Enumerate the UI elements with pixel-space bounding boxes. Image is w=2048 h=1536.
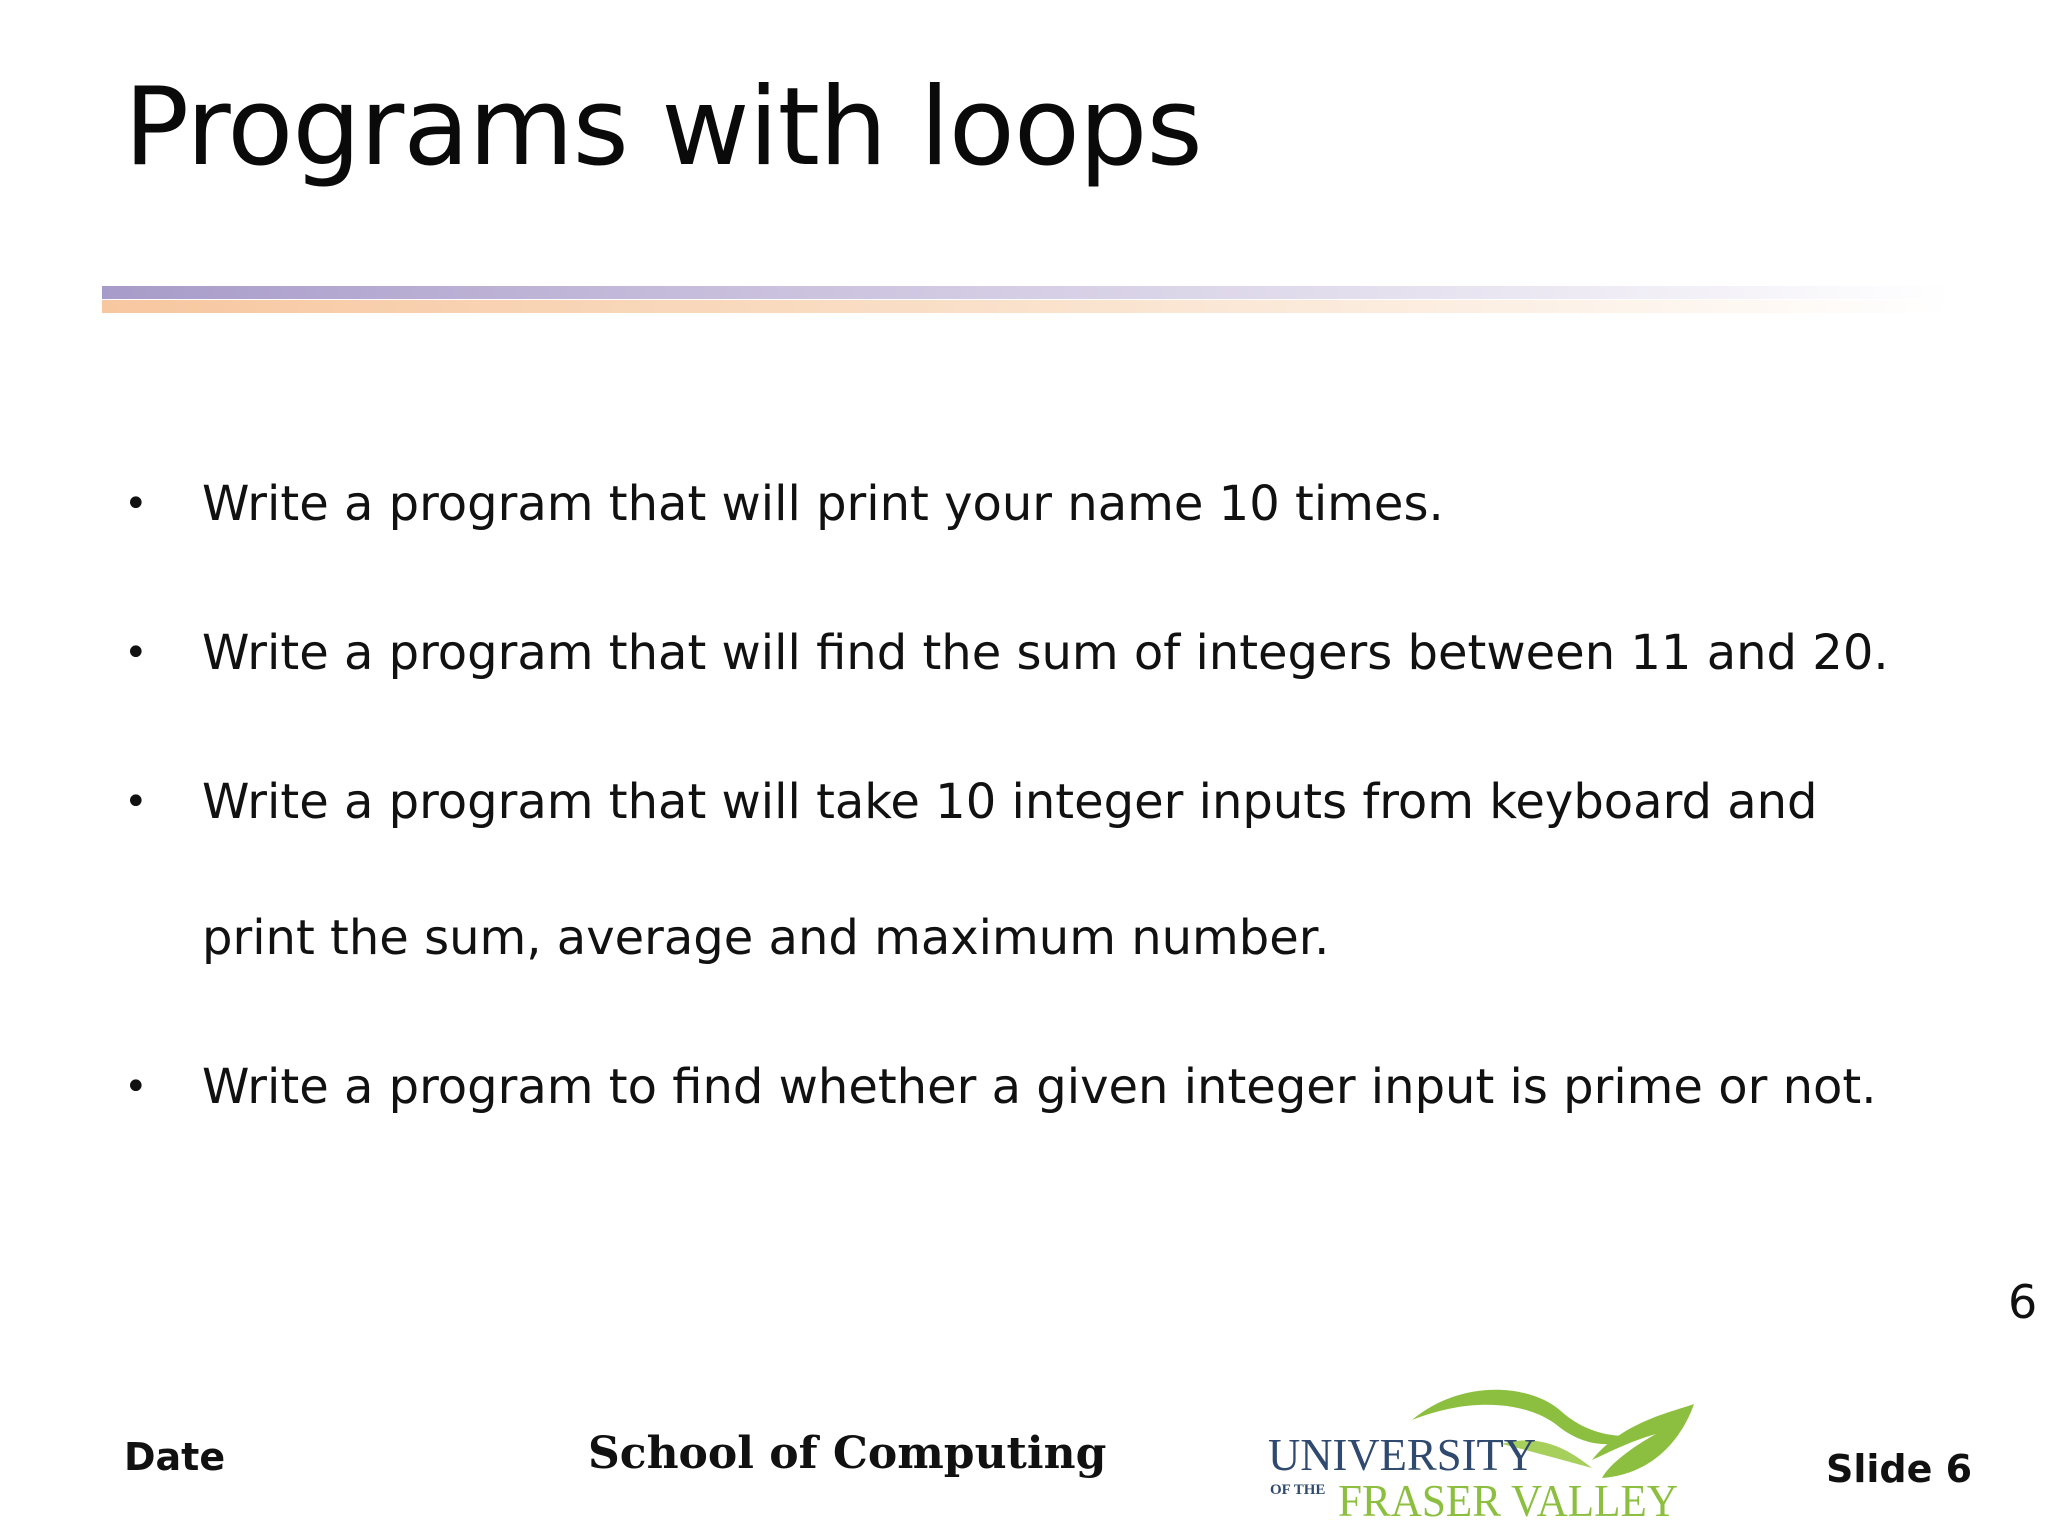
footer-slide-number: Slide 6 (1826, 1447, 1973, 1491)
bullet-item (124, 585, 1944, 721)
logo-of-the-text: OF THE (1270, 1482, 1326, 1498)
divider-peach-bar (102, 300, 1952, 313)
divider-purple-bar (102, 286, 1952, 299)
page-number: 6 (2008, 1275, 2038, 1329)
bullet-text: Write a program that will find the sum of integers between 11 and 20. (202, 625, 1889, 681)
bullet-item (124, 1019, 1944, 1155)
bullet-text: Write a program that will take 10 integer inputs from keyboard and print the sum, average and maximum number. (202, 774, 1818, 966)
bullet-item (124, 734, 1944, 1006)
bullet-item (124, 436, 1944, 572)
logo-fraser-valley-text: FRASER VALLEY (1338, 1475, 1678, 1526)
bullet-marker: • (124, 630, 148, 676)
university-logo (1262, 1382, 1702, 1532)
footer-school-name: School of Computing (588, 1428, 1107, 1479)
bullet-list (124, 436, 1944, 1168)
footer-date: Date (124, 1435, 226, 1479)
bullet-marker: • (124, 1064, 148, 1110)
slide-title: Programs with loops (124, 65, 1202, 190)
bullet-marker: • (124, 779, 148, 825)
bullet-marker: • (124, 481, 148, 527)
bullet-text: Write a program that will print your name 10 times. (202, 476, 1444, 532)
title-divider (102, 286, 1952, 316)
logo-university-text: UNIVERSITY (1268, 1429, 1536, 1480)
bullet-text: Write a program to find whether a given integer input is prime or not. (202, 1059, 1877, 1115)
